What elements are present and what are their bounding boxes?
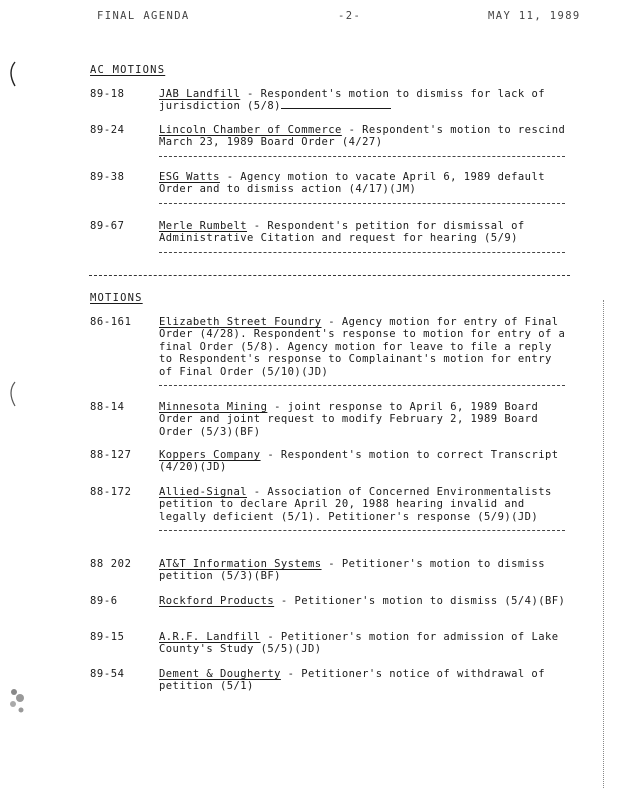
item-description: - Respondent's petition for dismissal of Administrative Citation and request for hearing (5/9) bbox=[159, 220, 525, 245]
item-description: - Petitioner's notice of withdrawal of petition (5/1) bbox=[159, 668, 545, 693]
party-name: Rockford Products bbox=[159, 595, 275, 607]
hole-punch-mark-middle bbox=[4, 380, 18, 408]
header-date: MAY 11, 1989 bbox=[488, 10, 581, 22]
case-number: 89-38 bbox=[90, 171, 125, 183]
scan-edge-line bbox=[603, 300, 604, 788]
party-name: AT&T Information Systems bbox=[159, 558, 322, 570]
section-divider bbox=[89, 275, 570, 276]
item-description: - Petitioner's motion for admission of Lake County's Study (5/5)(JD) bbox=[159, 631, 559, 656]
section-title-ac-motions: AC MOTIONS bbox=[90, 64, 166, 76]
item-description: - Respondent's motion to rescind March 23, 1989 Board Order (4/27) bbox=[159, 124, 566, 149]
item-text bbox=[159, 401, 569, 438]
item-text bbox=[159, 220, 569, 253]
fill-line bbox=[159, 203, 565, 204]
party-name: JAB Landfill bbox=[159, 88, 241, 100]
case-number: 89-54 bbox=[90, 668, 125, 680]
item-description: - Petitioner's motion to dismiss (5/4)(BF) bbox=[274, 595, 566, 607]
case-number: 88-14 bbox=[90, 401, 125, 413]
item-description: - Association of Concerned Environmentalists petition to declare April 20, 1988 hearing invalid and legally deficient (5/1). Petitioner's response (5/9)(JD) bbox=[159, 486, 552, 523]
item-description: - Petitioner's motion to dismiss petition (5/3)(BF) bbox=[159, 558, 545, 583]
case-number: 89-24 bbox=[90, 124, 125, 136]
item-text bbox=[159, 486, 569, 531]
item-text bbox=[159, 631, 569, 656]
party-name: Allied-Signal bbox=[159, 486, 248, 498]
page-number: -2- bbox=[338, 10, 362, 22]
case-number: 89-15 bbox=[90, 631, 125, 643]
case-number: 86-161 bbox=[90, 316, 132, 328]
case-number: 89-18 bbox=[90, 88, 125, 100]
item-description: - Respondent's motion to correct Transcript (4/20)(JD) bbox=[159, 449, 559, 474]
item-description: - Agency motion to vacate April 6, 1989 default Order and to dismiss action (4/17)(JM) bbox=[159, 171, 545, 196]
party-name: Merle Rumbelt bbox=[159, 220, 248, 232]
party-name: Minnesota Mining bbox=[159, 401, 268, 413]
hole-punch-mark-top bbox=[4, 60, 18, 88]
item-text bbox=[159, 449, 569, 474]
case-number: 89-67 bbox=[90, 220, 125, 232]
fill-line bbox=[159, 156, 565, 157]
party-name: A.R.F. Landfill bbox=[159, 631, 261, 643]
party-name: Koppers Company bbox=[159, 449, 261, 461]
case-number: 88-172 bbox=[90, 486, 132, 498]
item-description: - Respondent's motion to dismiss for lack of jurisdiction (5/8) bbox=[159, 88, 545, 113]
section-title-motions: MOTIONS bbox=[90, 292, 143, 304]
scan-speck bbox=[5, 684, 31, 718]
item-text bbox=[159, 595, 569, 607]
party-name: Elizabeth Street Foundry bbox=[159, 316, 322, 328]
item-description: - joint response to April 6, 1989 Board Order and joint request to modify February 2, 1989 Board Order (5/3)(BF) bbox=[159, 401, 539, 438]
case-number: 88 202 bbox=[90, 558, 132, 570]
item-text bbox=[159, 171, 569, 204]
blank-line bbox=[281, 107, 391, 109]
header-title: FINAL AGENDA bbox=[97, 10, 190, 22]
fill-line bbox=[159, 385, 565, 386]
party-name: Dement & Dougherty bbox=[159, 668, 281, 680]
item-text bbox=[159, 88, 569, 113]
case-number: 89-6 bbox=[90, 595, 118, 607]
party-name: ESG Watts bbox=[159, 171, 220, 183]
item-text bbox=[159, 124, 569, 157]
fill-line bbox=[159, 252, 565, 253]
item-text bbox=[159, 668, 569, 693]
party-name: Lincoln Chamber of Commerce bbox=[159, 124, 342, 136]
item-text bbox=[159, 558, 569, 583]
case-number: 88-127 bbox=[90, 449, 132, 461]
item-text bbox=[159, 316, 569, 386]
fill-line bbox=[159, 530, 565, 531]
item-description: - Agency motion for entry of Final Order (4/28). Respondent's response to motion for entry of a final Order (5/8). Agency motion for leave to file a reply to Respondent's response to Complainant's motion for entry of Final Order (5/10)(JD) bbox=[159, 316, 566, 378]
